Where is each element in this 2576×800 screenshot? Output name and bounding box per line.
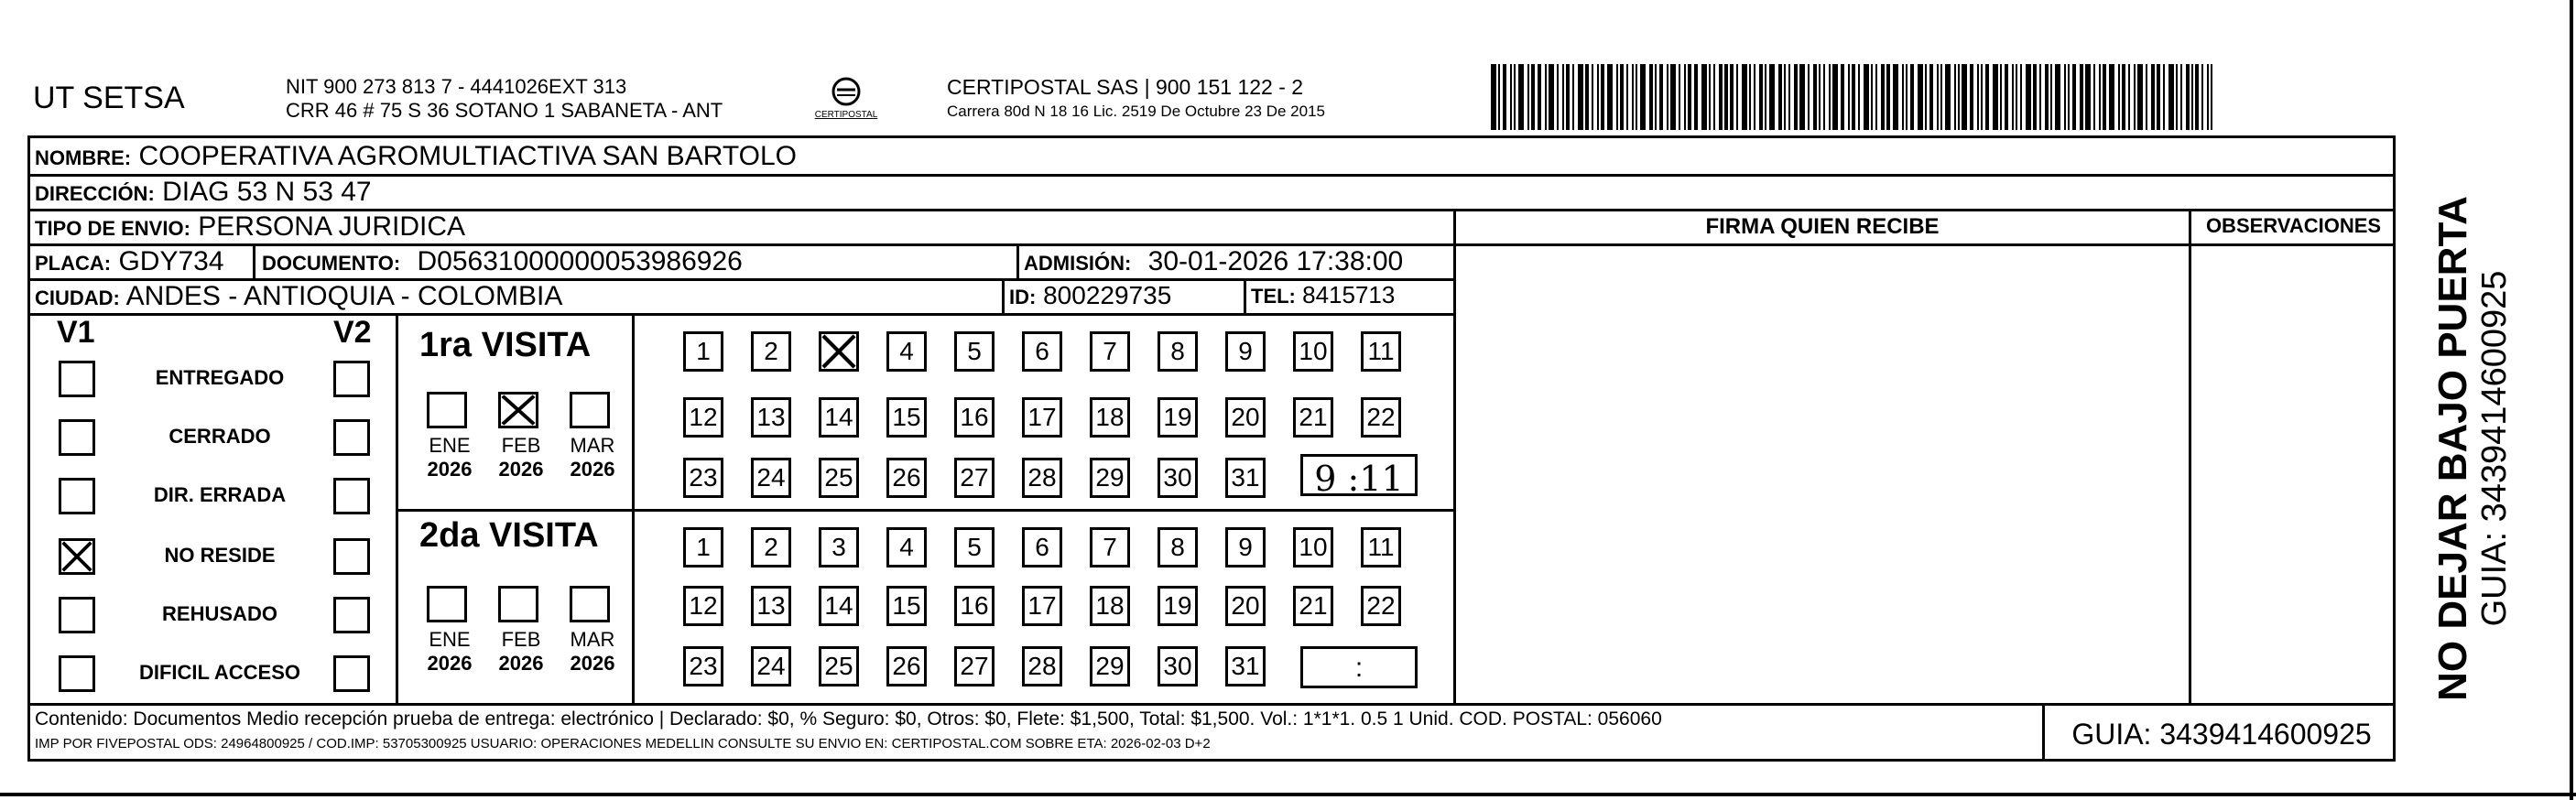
v1-checkbox[interactable] [59, 655, 95, 692]
day-box[interactable]: 2 [751, 527, 791, 568]
visita2-time: : [1354, 653, 1364, 683]
logo-text: CERTIPOSTAL [814, 110, 878, 120]
direccion-row [35, 177, 372, 208]
v1-checkbox[interactable] [59, 538, 95, 575]
placa-value: GDY734 [118, 246, 224, 276]
day-box[interactable]: 29 [1090, 458, 1130, 498]
day-box[interactable]: 2 [751, 331, 791, 372]
day-box[interactable]: 19 [1158, 397, 1198, 438]
v2-header: V2 [333, 315, 372, 350]
day-box[interactable]: 4 [886, 331, 927, 372]
day-box[interactable]: 24 [751, 458, 791, 498]
month-label: ENE 2026 [427, 434, 473, 481]
visita1-time: 9 :11 [1314, 459, 1404, 499]
v2-checkbox[interactable] [333, 478, 370, 514]
day-box[interactable]: 30 [1158, 458, 1198, 498]
v1-checkbox[interactable] [59, 478, 95, 514]
day-box[interactable]: 8 [1158, 527, 1198, 568]
visita2-title: 2da VISITA [419, 516, 599, 555]
certipostal-logo [810, 71, 883, 123]
day-box[interactable]: 10 [1293, 527, 1333, 568]
no-dejar-bajo-puerta: NO DEJAR BAJO PUERTA [2430, 196, 2475, 701]
day-box[interactable]: 23 [683, 646, 723, 686]
day-box[interactable]: 31 [1225, 646, 1266, 686]
v2-checkbox[interactable] [333, 597, 370, 633]
day-box[interactable]: 8 [1158, 331, 1198, 372]
company-address: CRR 46 # 75 S 36 SOTANO 1 SABANETA - ANT [286, 99, 723, 122]
day-box[interactable]: 3 [819, 527, 859, 568]
nombre-value: COOPERATIVA AGROMULTIACTIVA SAN BARTOLO [138, 141, 797, 171]
day-box[interactable]: 25 [819, 458, 859, 498]
tel-value: 8415713 [1302, 281, 1396, 308]
day-box[interactable]: 23 [683, 458, 723, 498]
day-box[interactable]: 9 [1225, 331, 1266, 372]
placa-label: PLACA: [35, 252, 112, 275]
side-guia: GUIA: 3439414600925 [2475, 270, 2514, 627]
day-box[interactable]: 22 [1361, 586, 1401, 626]
day-box[interactable]: 29 [1090, 646, 1130, 686]
month-label: FEB 2026 [498, 628, 544, 675]
side-text [2408, 137, 2537, 760]
ciudad-label: CIUDAD: [35, 286, 120, 309]
month-label: MAR 2026 [570, 628, 615, 675]
v2-checkbox[interactable] [333, 538, 370, 575]
day-box[interactable]: 21 [1293, 397, 1333, 438]
month-checkbox-feb[interactable] [498, 586, 538, 622]
day-box[interactable]: 26 [886, 646, 927, 686]
day-box[interactable]: 25 [819, 646, 859, 686]
day-box[interactable]: 28 [1022, 458, 1062, 498]
firma-header: FIRMA QUIEN RECIBE [1705, 214, 1940, 239]
day-box[interactable]: 14 [819, 397, 859, 438]
admision-label: ADMISIÓN: [1024, 252, 1132, 275]
tipo-row [35, 211, 465, 243]
day-box[interactable]: 6 [1022, 331, 1062, 372]
day-box[interactable]: 5 [954, 527, 995, 568]
month-label: MAR 2026 [570, 434, 615, 481]
day-box[interactable]: 12 [683, 586, 723, 626]
day-box[interactable]: 17 [1022, 397, 1062, 438]
month-checkbox-feb[interactable] [498, 392, 538, 428]
day-box[interactable]: 10 [1293, 331, 1333, 372]
day-box[interactable]: 11 [1361, 527, 1401, 568]
admision-value: 30-01-2026 17:38:00 [1147, 246, 1404, 276]
status-label: NO RESIDE [164, 544, 276, 567]
visita1-title: 1ra VISITA [419, 326, 592, 364]
visita1-time-box[interactable] [1300, 454, 1418, 499]
day-box[interactable]: 4 [886, 527, 927, 568]
status-label: CERRADO [168, 425, 271, 448]
tipo-value: PERSONA JURIDICA [198, 211, 465, 242]
v1-checkbox[interactable] [59, 361, 95, 397]
day-box[interactable]: 7 [1090, 331, 1130, 372]
day-box[interactable]: 27 [954, 646, 995, 686]
direccion-value: DIAG 53 N 53 47 [162, 177, 372, 207]
id-label: ID: [1009, 286, 1037, 308]
day-box[interactable]: 16 [954, 397, 995, 438]
day-box[interactable]: 24 [751, 646, 791, 686]
day-box[interactable]: 13 [751, 397, 791, 438]
day-box[interactable]: 14 [819, 586, 859, 626]
day-box[interactable]: 1 [683, 331, 723, 372]
v1-header: V1 [57, 315, 95, 350]
ciudad-cell [35, 281, 562, 312]
tipo-label: TIPO DE ENVIO: [35, 217, 190, 240]
day-box[interactable]: 16 [954, 586, 995, 626]
day-box[interactable]: 19 [1158, 586, 1198, 626]
day-box[interactable]: 5 [954, 331, 995, 372]
ciudad-value: ANDES - ANTIOQUIA - COLOMBIA [125, 281, 563, 311]
day-box[interactable]: 30 [1158, 646, 1198, 686]
observaciones-header: OBSERVACIONES [2205, 214, 2382, 237]
day-box[interactable]: 15 [886, 586, 927, 626]
nombre-row [35, 141, 797, 172]
id-cell [1009, 281, 1171, 310]
certipostal-line1: CERTIPOSTAL SAS | 900 151 122 - 2 [947, 75, 1304, 99]
status-label: DIR. ERRADA [153, 483, 287, 506]
day-box[interactable]: 12 [683, 397, 723, 438]
nit-line: NIT 900 273 813 7 - 4441026EXT 313 [286, 75, 627, 98]
day-box[interactable]: 26 [886, 458, 927, 498]
day-box[interactable]: 27 [954, 458, 995, 498]
day-box[interactable] [819, 331, 859, 372]
day-box[interactable]: 22 [1361, 397, 1401, 438]
admision-cell [1024, 246, 1403, 277]
certipostal-line2: Carrera 80d N 18 16 Lic. 2519 De Octubre 23 De 2015 [947, 103, 1325, 120]
day-box[interactable]: 28 [1022, 646, 1062, 686]
month-checkbox-ene[interactable] [427, 392, 467, 428]
documento-label: DOCUMENTO: [262, 252, 401, 275]
v1-checkbox[interactable] [59, 419, 95, 456]
direccion-label: DIRECCIÓN: [35, 182, 155, 205]
day-box[interactable]: 7 [1090, 527, 1130, 568]
footer-guia: GUIA: 3439414600925 [2071, 718, 2372, 751]
month-checkbox-ene[interactable] [427, 586, 467, 622]
day-box[interactable]: 31 [1225, 458, 1266, 498]
month-label: ENE 2026 [427, 628, 473, 675]
documento-cell [262, 246, 743, 277]
v2-checkbox[interactable] [333, 419, 370, 456]
placa-cell [35, 246, 224, 277]
day-box[interactable]: 13 [751, 586, 791, 626]
day-box[interactable]: 17 [1022, 586, 1062, 626]
status-label: REHUSADO [162, 602, 277, 625]
v2-checkbox[interactable] [333, 361, 370, 397]
id-value: 800229735 [1043, 281, 1172, 309]
month-checkbox-mar[interactable] [570, 392, 610, 428]
day-box[interactable]: 21 [1293, 586, 1333, 626]
day-box[interactable]: 20 [1225, 586, 1266, 626]
v2-checkbox[interactable] [333, 655, 370, 692]
day-box[interactable]: 20 [1225, 397, 1266, 438]
day-box[interactable]: 15 [886, 397, 927, 438]
barcode [1491, 64, 2220, 130]
day-box[interactable]: 1 [683, 527, 723, 568]
day-box[interactable]: 9 [1225, 527, 1266, 568]
footer-contenido: Contenido: Documentos Medio recepción prueba de entrega: electrónico | Declarado: $0, % Seguro: $0, Otros: $0, Flete: $1,500, Total: $1,500. Vol.: 1*1*1. 0.5 1 Unid. COD. POSTAL: 056060 [35, 708, 1662, 730]
status-label: DIFICIL ACCESO [138, 661, 300, 684]
tel-label: TEL: [1251, 285, 1296, 308]
day-box[interactable]: 11 [1361, 331, 1401, 372]
v1-checkbox[interactable] [59, 597, 95, 633]
month-checkbox-mar[interactable] [570, 586, 610, 622]
footer-impresion: IMP POR FIVEPOSTAL ODS: 24964800925 / COD.IMP: 53705300925 USUARIO: OPERACIONES MEDELLIN CONSULTE SU ENVIO EN: CERTIPOSTAL.COM SOBRE ETA: 2026-02-03 D+2 [35, 736, 1211, 751]
documento-value: D05631000000053986926 [417, 246, 743, 276]
nombre-label: NOMBRE: [35, 146, 132, 169]
month-label: FEB 2026 [498, 434, 544, 481]
visita2-time-box[interactable] [1300, 646, 1418, 688]
day-box[interactable]: 6 [1022, 527, 1062, 568]
day-box[interactable]: 18 [1090, 586, 1130, 626]
day-box[interactable]: 18 [1090, 397, 1130, 438]
status-label: ENTREGADO [155, 366, 285, 389]
tel-cell [1251, 281, 1395, 309]
company-name: UT SETSA [33, 81, 185, 115]
